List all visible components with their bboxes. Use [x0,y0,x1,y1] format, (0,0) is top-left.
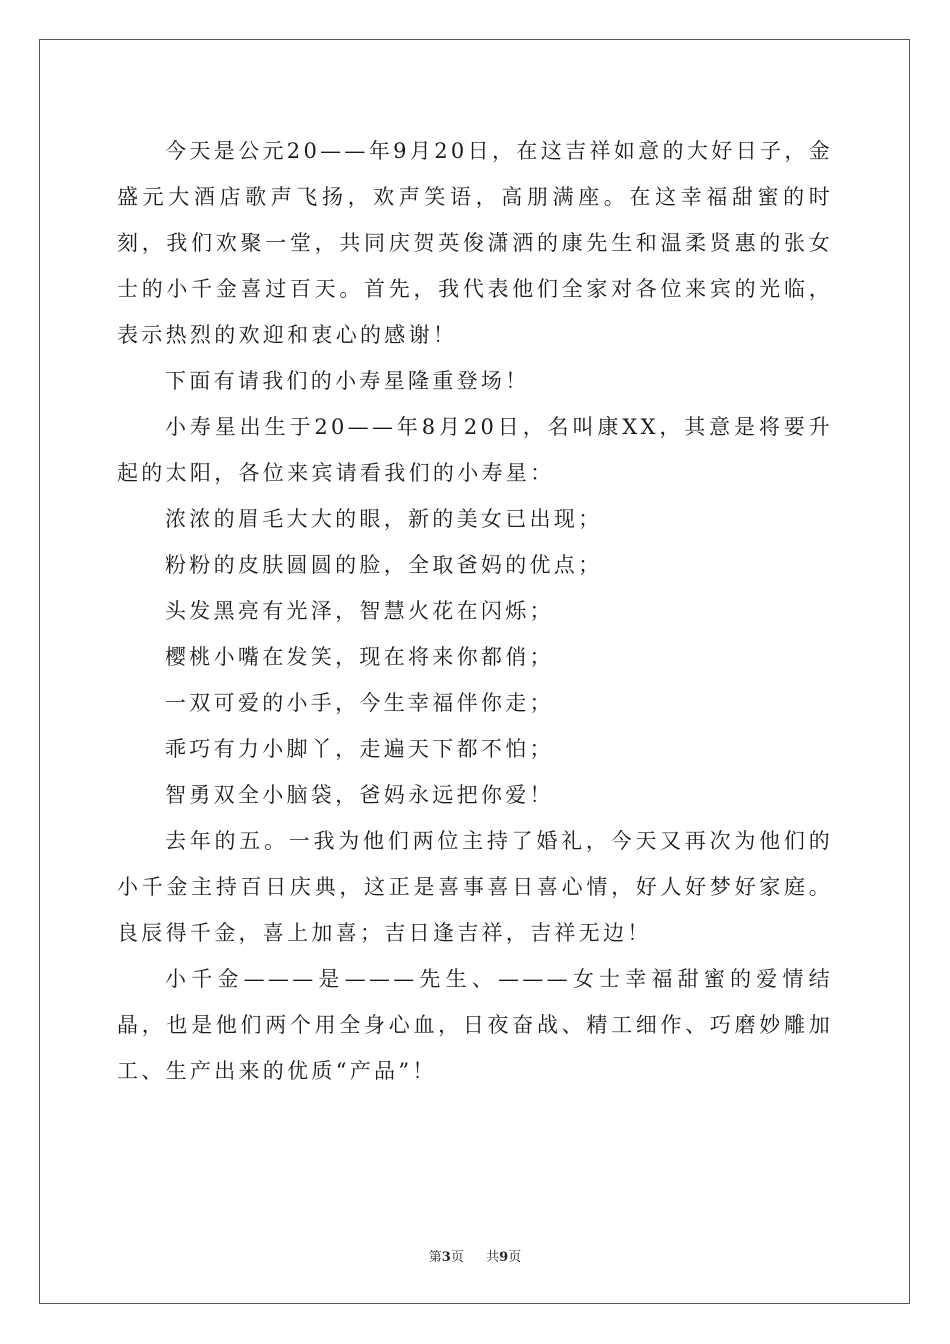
paragraph: 今天是公元20——年9月20日，在这吉祥如意的大好日子，金盛元大酒店歌声飞扬，欢声笑语，高朋满座。在这幸福甜蜜的时刻，我们欢聚一堂，共同庆贺英俊潇洒的康先生和温柔贤惠的张女士的小千金喜过百天。首先，我代表他们全家对各位来宾的光临，表示热烈的欢迎和衷心的感谢！ [117,139,833,347]
paragraph: 下面有请我们的小寿星隆重登场！ [165,369,530,393]
paragraph: 粉粉的皮肤圆圆的脸，全取爸妈的优点； [165,553,603,577]
page-footer [0,1246,950,1265]
page-total: 共9页 [486,1250,522,1265]
paragraph: 一双可爱的小手，今生幸福伴你走； [165,691,554,715]
total-pages: 9 [499,1250,509,1265]
paragraph: 浓浓的眉毛大大的眼，新的美女已出现； [165,507,603,531]
paragraph: 去年的五。一我为他们两位主持了婚礼，今天又再次为他们的小千金主持百日庆典，这正是喜事喜日喜心情，好人好梦好家庭。良辰得千金，喜上加喜；吉日逢吉祥，吉祥无边！ [117,829,833,945]
page-number: 第3页 [428,1250,464,1265]
paragraph: 樱桃小嘴在发笑，现在将来你都俏； [165,645,554,669]
paragraph: 头发黑亮有光泽，智慧火花在闪烁； [165,599,554,623]
current-page: 3 [441,1250,451,1265]
paragraph: 智勇双全小脑袋，爸妈永远把你爱！ [165,783,554,807]
paragraph: 小千金———是———先生、———女士幸福甜蜜的爱情结晶，也是他们两个用全身心血，日夜奋战、精工细作、巧磨妙雕加工、生产出来的优质“产品”！ [117,967,833,1083]
document-body [117,128,833,1094]
paragraph: 小寿星出生于20——年8月20日，名叫康XX，其意是将要升起的太阳，各位来宾请看我们的小寿星： [117,415,833,485]
paragraph: 乖巧有力小脚丫，走遍天下都不怕； [165,737,554,761]
